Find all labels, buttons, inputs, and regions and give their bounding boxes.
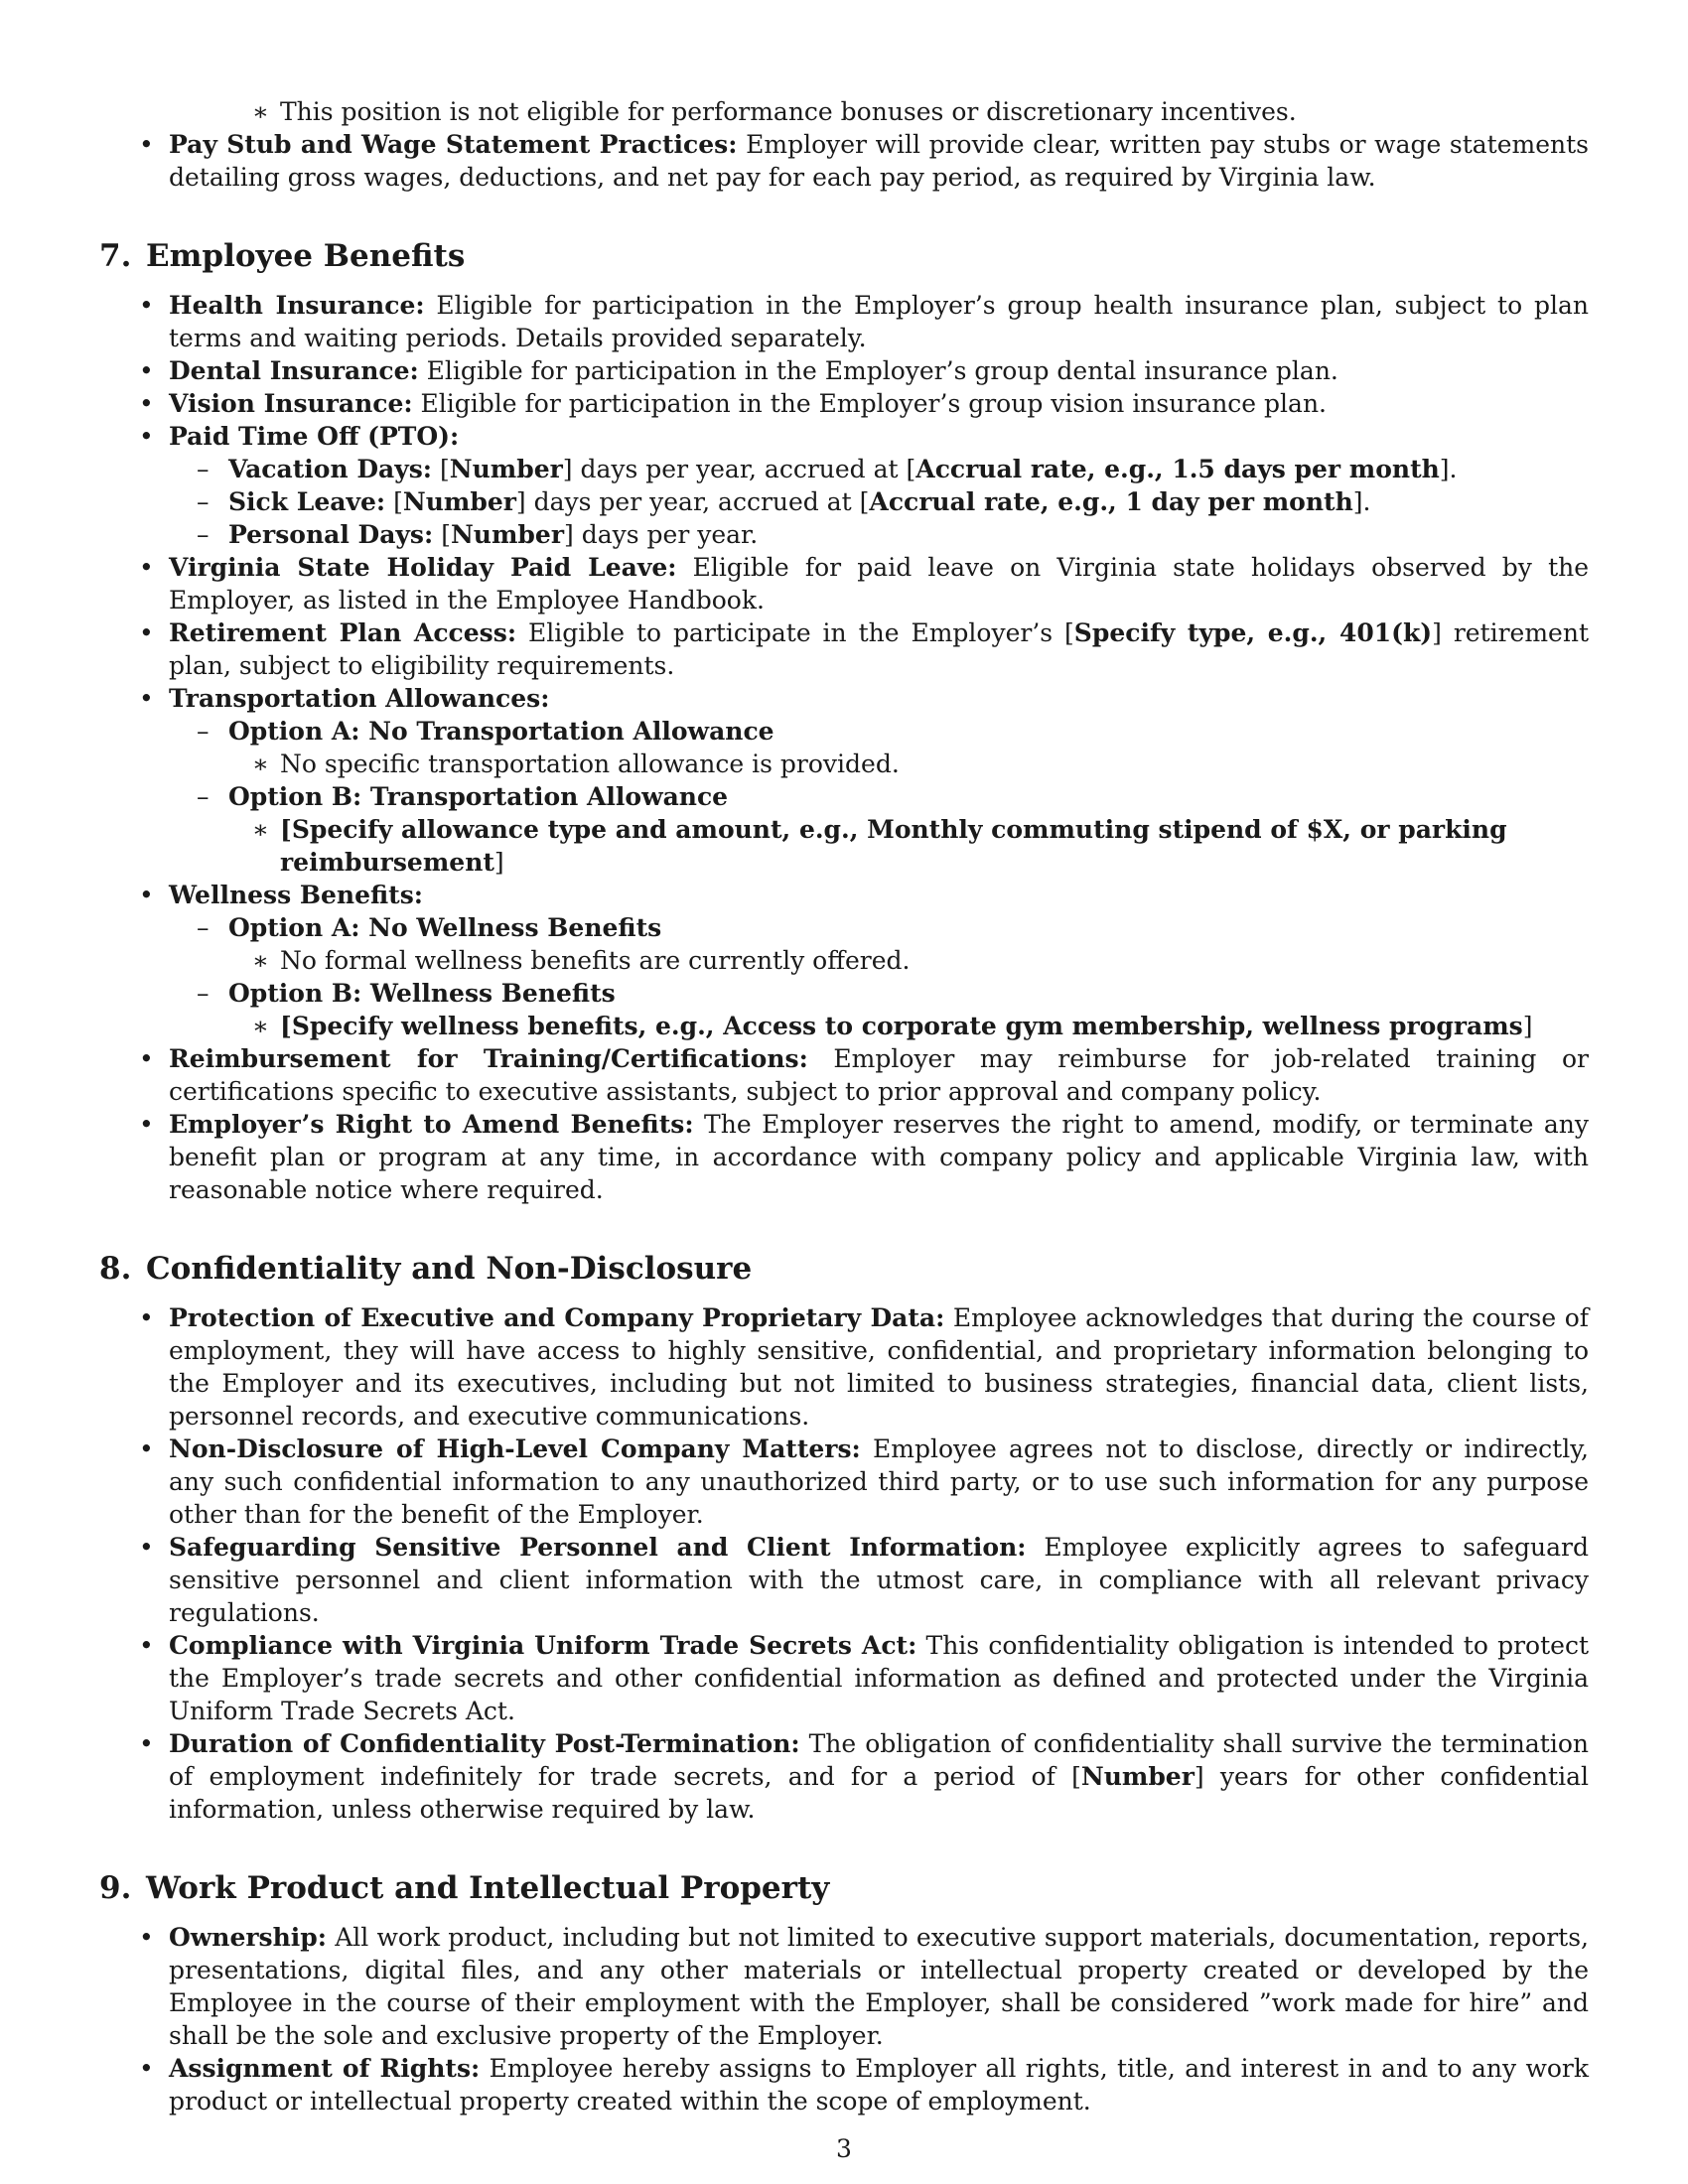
non-disclosure-item: • Non-Disclosure of High-Level Company Matters: Employee agrees not to disclose, directly or indirectly, any such confidential information to any unauthorized third party, or to use such information for any purpose other than for the benefit of the Employer.: [169, 1433, 1589, 1531]
protection-data-item: • Protection of Executive and Company Proprietary Data: Employee acknowledges that during the course of employment, they will have access to highly sensitive, confidential, and proprietary information belonging to the Employer and its executives, including but not limited to business strategies, financial data, client lists, personnel records, and executive communications.: [169, 1301, 1589, 1433]
wellness-item: • Wellness Benefits:: [169, 879, 1589, 911]
training-reimbursement-item: • Reimbursement for Training/Certifications: Employer may reimburse for job-related training or certifications specific to executive assistants, subject to prior approval and company policy.: [169, 1042, 1589, 1108]
wellness-option-b: – Option B: Wellness Benefits: [228, 977, 1589, 1010]
transportation-option-a-text: ∗ No specific transportation allowance is provided.: [280, 748, 1589, 780]
retirement-plan-item: • Retirement Plan Access: Eligible to participate in the Employer’s [Specify type, e.g., 401(k)] retirement plan, subject to eligibility requirements.: [169, 616, 1589, 682]
wellness-option-b-text: ∗ [Specify wellness benefits, e.g., Access to corporate gym membership, wellness programs]: [280, 1010, 1589, 1042]
section-9-heading: 9. Work Product and Intellectual Property: [99, 1870, 830, 1906]
section-8-heading: 8. Confidentiality and Non-Disclosure: [99, 1251, 753, 1287]
bonus-note-item: ∗ This position is not eligible for performance bonuses or discretionary incentives.: [280, 95, 1589, 128]
sick-leave-item: – Sick Leave: [Number] days per year, accrued at [Accrual rate, e.g., 1 day per month].: [228, 485, 1589, 518]
vacation-days-item: – Vacation Days: [Number] days per year, accrued at [Accrual rate, e.g., 1.5 days per month].: [228, 453, 1589, 485]
transportation-option-a: – Option A: No Transportation Allowance: [228, 715, 1589, 748]
amend-benefits-item: • Employer’s Right to Amend Benefits: The Employer reserves the right to amend, modify, or terminate any benefit plan or program at any time, in accordance with company policy and applicable Virginia law, with reasonable notice where required.: [169, 1108, 1589, 1206]
health-insurance-item: • Health Insurance: Eligible for participation in the Employer’s group health insurance plan, subject to plan terms and waiting periods. Details provided separately.: [169, 289, 1589, 354]
holiday-leave-item: • Virginia State Holiday Paid Leave: Eligible for paid leave on Virginia state holidays observed by the Employer, as listed in the Employee Handbook.: [169, 551, 1589, 616]
transportation-option-b: – Option B: Transportation Allowance: [228, 780, 1589, 813]
confidentiality-duration-item: • Duration of Confidentiality Post-Termination: The obligation of confidentiality shall survive the termination of employment indefinitely for trade secrets, and for a period of [Number] years for other confidential information, unless otherwise required by law.: [169, 1727, 1589, 1826]
wellness-option-a: – Option A: No Wellness Benefits: [228, 911, 1589, 944]
transportation-item: • Transportation Allowances:: [169, 682, 1589, 715]
assignment-rights-item: • Assignment of Rights: Employee hereby assigns to Employer all rights, title, and interest in and to any work product or intellectual property created within the scope of employment.: [169, 2052, 1589, 2117]
page-number: 3: [836, 2134, 852, 2163]
personal-days-item: – Personal Days: [Number] days per year.: [228, 518, 1589, 551]
ownership-item: • Ownership: All work product, including but not limited to executive support materials, documentation, reports, presentations, digital files, and any other materials or intellectual property created or developed by the Employee in the course of their employment with the Employer, shall be considered ”work made for hire” and shall be the sole and exclusive property of the Employer.: [169, 1921, 1589, 2052]
paystub-item: • Pay Stub and Wage Statement Practices: Employer will provide clear, written pay stubs or wage statements detailing gross wages, deductions, and net pay for each pay period, as required by Virginia law.: [169, 128, 1589, 194]
dental-insurance-item: • Dental Insurance: Eligible for participation in the Employer’s group dental insurance plan.: [169, 354, 1589, 387]
document-page: [99, 95, 1589, 2117]
wellness-option-a-text: ∗ No formal wellness benefits are currently offered.: [280, 944, 1589, 977]
vision-insurance-item: • Vision Insurance: Eligible for participation in the Employer’s group vision insurance plan.: [169, 387, 1589, 420]
pto-item: • Paid Time Off (PTO):: [169, 420, 1589, 453]
section-7-heading: 7. Employee Benefits: [99, 238, 466, 274]
safeguarding-item: • Safeguarding Sensitive Personnel and Client Information: Employee explicitly agrees to safeguard sensitive personnel and client information with the utmost care, in compliance with all relevant privacy regulations.: [169, 1531, 1589, 1629]
transportation-option-b-text: ∗ [Specify allowance type and amount, e.g., Monthly commuting stipend of $X, or parking reimbursement]: [280, 813, 1589, 879]
trade-secrets-item: • Compliance with Virginia Uniform Trade Secrets Act: This confidentiality obligation is intended to protect the Employer’s trade secrets and other confidential information as defined and protected under the Virginia Uniform Trade Secrets Act.: [169, 1629, 1589, 1727]
